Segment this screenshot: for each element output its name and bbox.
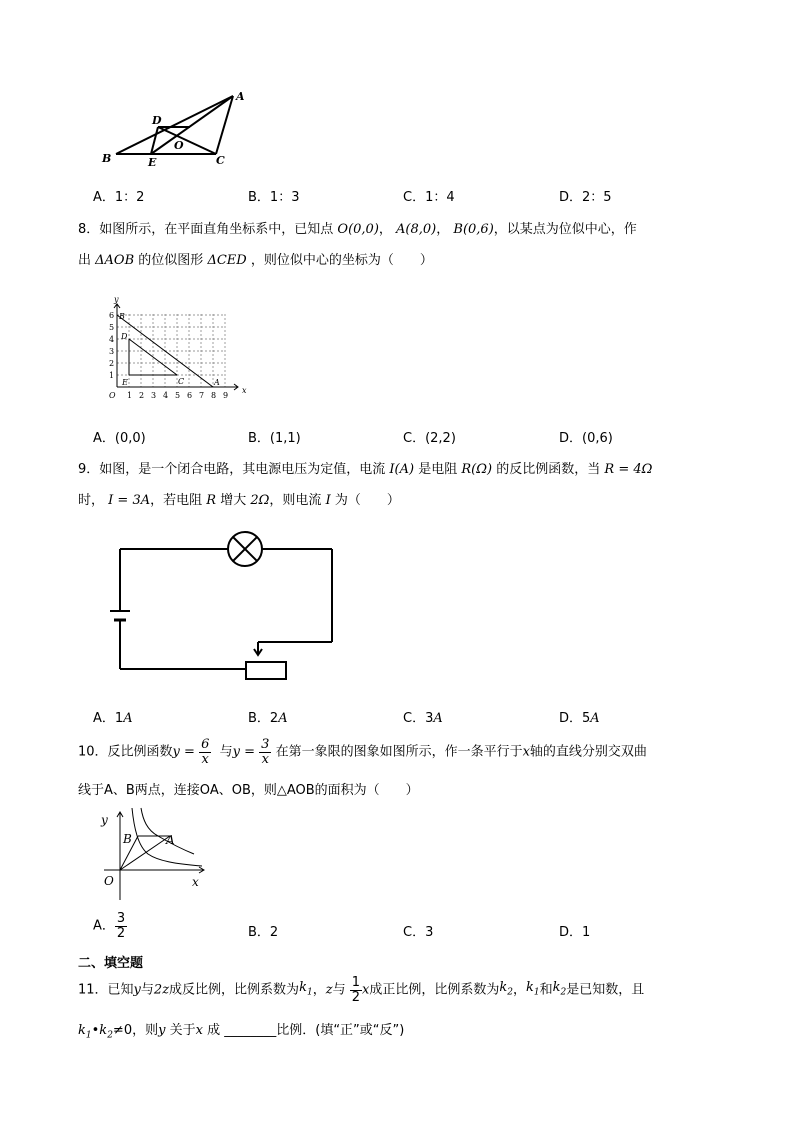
- q8-x-tick: 7: [199, 391, 205, 400]
- q8-y-tick: 1: [109, 371, 115, 380]
- q7-option-d[interactable]: D．2：5: [559, 190, 612, 205]
- q8-y-axis-label: y: [114, 295, 119, 304]
- q10-stem-line1: 10．反比例函数y = $\frac{6}{x}$ 与y = $\frac{3}{x}$ 在第一象限的图象如图所示，作一条平行于x轴的直线分别交双曲: [78, 737, 647, 767]
- q8-point-c: C: [178, 377, 185, 386]
- q10-point-a: A: [166, 833, 175, 847]
- q7-option-a[interactable]: A．1：2: [93, 190, 145, 205]
- q11-stem-line2: $k_1•k_2\ne 0$，则y 关于x 成 ________比例．(填“正”或“反”): [78, 1023, 405, 1041]
- q7-label-a: A: [236, 90, 245, 103]
- q8-option-d[interactable]: D．(0,6): [559, 431, 613, 446]
- q8-option-c[interactable]: C．(2,2): [403, 431, 456, 446]
- q10-x-axis-label: x: [192, 875, 199, 889]
- q8-option-b[interactable]: B．(1,1): [248, 431, 301, 446]
- q8-point-a: A: [214, 378, 220, 387]
- section-title-fill-in-blank: 二、填空题: [78, 956, 144, 971]
- q8-y-tick: 3: [109, 347, 115, 356]
- q10-fraction-6-over-x: $\frac{6}{x}$: [201, 737, 210, 767]
- q9-option-c[interactable]: C．3A: [403, 711, 443, 726]
- q10-option-b[interactable]: B．2: [248, 925, 279, 940]
- q8-x-axis-label: x: [242, 386, 247, 395]
- q9-circuit-diagram: [100, 530, 340, 690]
- q8-point-e: E: [122, 378, 128, 387]
- q10-y-axis-label: y: [101, 813, 108, 827]
- q8-y-tick: 6: [109, 311, 115, 320]
- q8-x-tick: 5: [175, 391, 181, 400]
- q10-fraction-3-over-x: $\frac{3}{x}$: [261, 737, 270, 767]
- q9-option-a[interactable]: A．1A: [93, 711, 133, 726]
- q10-point-b: B: [123, 832, 132, 846]
- q9-stem-line2: 时， I = 3A，若电阻 R 增大 2Ω，则电流 I 为（ ）: [78, 493, 400, 508]
- q8-stem-line1: 8．如图所示，在平面直角坐标系中，已知点 O(0,0)， A(8,0)， B(0,6)，以某点为位似中心，作: [78, 222, 637, 237]
- q8-point-b: B: [119, 312, 125, 321]
- q7-label-e: E: [148, 156, 157, 169]
- q10-hyperbola-graph: [96, 806, 216, 902]
- q10-option-c[interactable]: C．3: [403, 925, 434, 940]
- q10-origin-label: O: [104, 874, 114, 888]
- q10-option-a[interactable]: A． $\frac{3}{2}$: [93, 911, 126, 941]
- q11-fraction-one-half: $\frac{1}{2}$: [351, 975, 360, 1005]
- q7-option-c[interactable]: C．1：4: [403, 190, 455, 205]
- q8-y-tick: 5: [109, 323, 115, 332]
- q8-x-tick: 9: [223, 391, 229, 400]
- q11-stem-line1: 11．已知y与2z成反比例，比例系数为$k_1$，z与 $\frac{1}{2}$ x成正比例，比例系数为$k_2$，$k_1$和$k_2$是已知数，且: [78, 975, 645, 1005]
- q7-option-b[interactable]: B．1：3: [248, 190, 300, 205]
- q10-option-d[interactable]: D．1: [559, 925, 591, 940]
- q9-option-b[interactable]: B．2A: [248, 711, 288, 726]
- q8-y-tick: 2: [109, 359, 115, 368]
- q11-answer-blank[interactable]: ________: [224, 1023, 277, 1038]
- q8-coordinate-graph: [104, 294, 250, 404]
- q8-x-tick: 2: [139, 391, 145, 400]
- q8-option-a[interactable]: A．(0,0): [93, 431, 146, 446]
- q9-option-d[interactable]: D．5A: [559, 711, 600, 726]
- q8-stem-line2: 出 ΔAOB 的位似图形 ΔCED ，则位似中心的坐标为（ ）: [78, 253, 433, 268]
- q8-point-d: D: [121, 332, 128, 341]
- q8-x-tick: 8: [211, 391, 217, 400]
- q8-x-tick: 4: [163, 391, 169, 400]
- q8-x-tick: 6: [187, 391, 193, 400]
- q7-triangle-figure: [98, 86, 258, 172]
- q8-y-tick: 4: [109, 335, 115, 344]
- q9-stem-line1: 9．如图，是一个闭合电路，其电源电压为定值，电流 I(A) 是电阻 R(Ω) 的反比例函数，当 R = 4Ω: [78, 462, 653, 477]
- q7-label-o: O: [174, 139, 184, 152]
- q10-stem-line2: 线于A、B两点，连接OA、OB，则△AOB的面积为（ ）: [78, 783, 419, 798]
- q7-label-b: B: [102, 152, 112, 165]
- q7-label-c: C: [216, 154, 225, 167]
- q8-x-tick: 1: [127, 391, 133, 400]
- q7-label-d: D: [152, 114, 162, 127]
- q8-origin-label: O: [109, 391, 116, 400]
- q8-x-tick: 3: [151, 391, 157, 400]
